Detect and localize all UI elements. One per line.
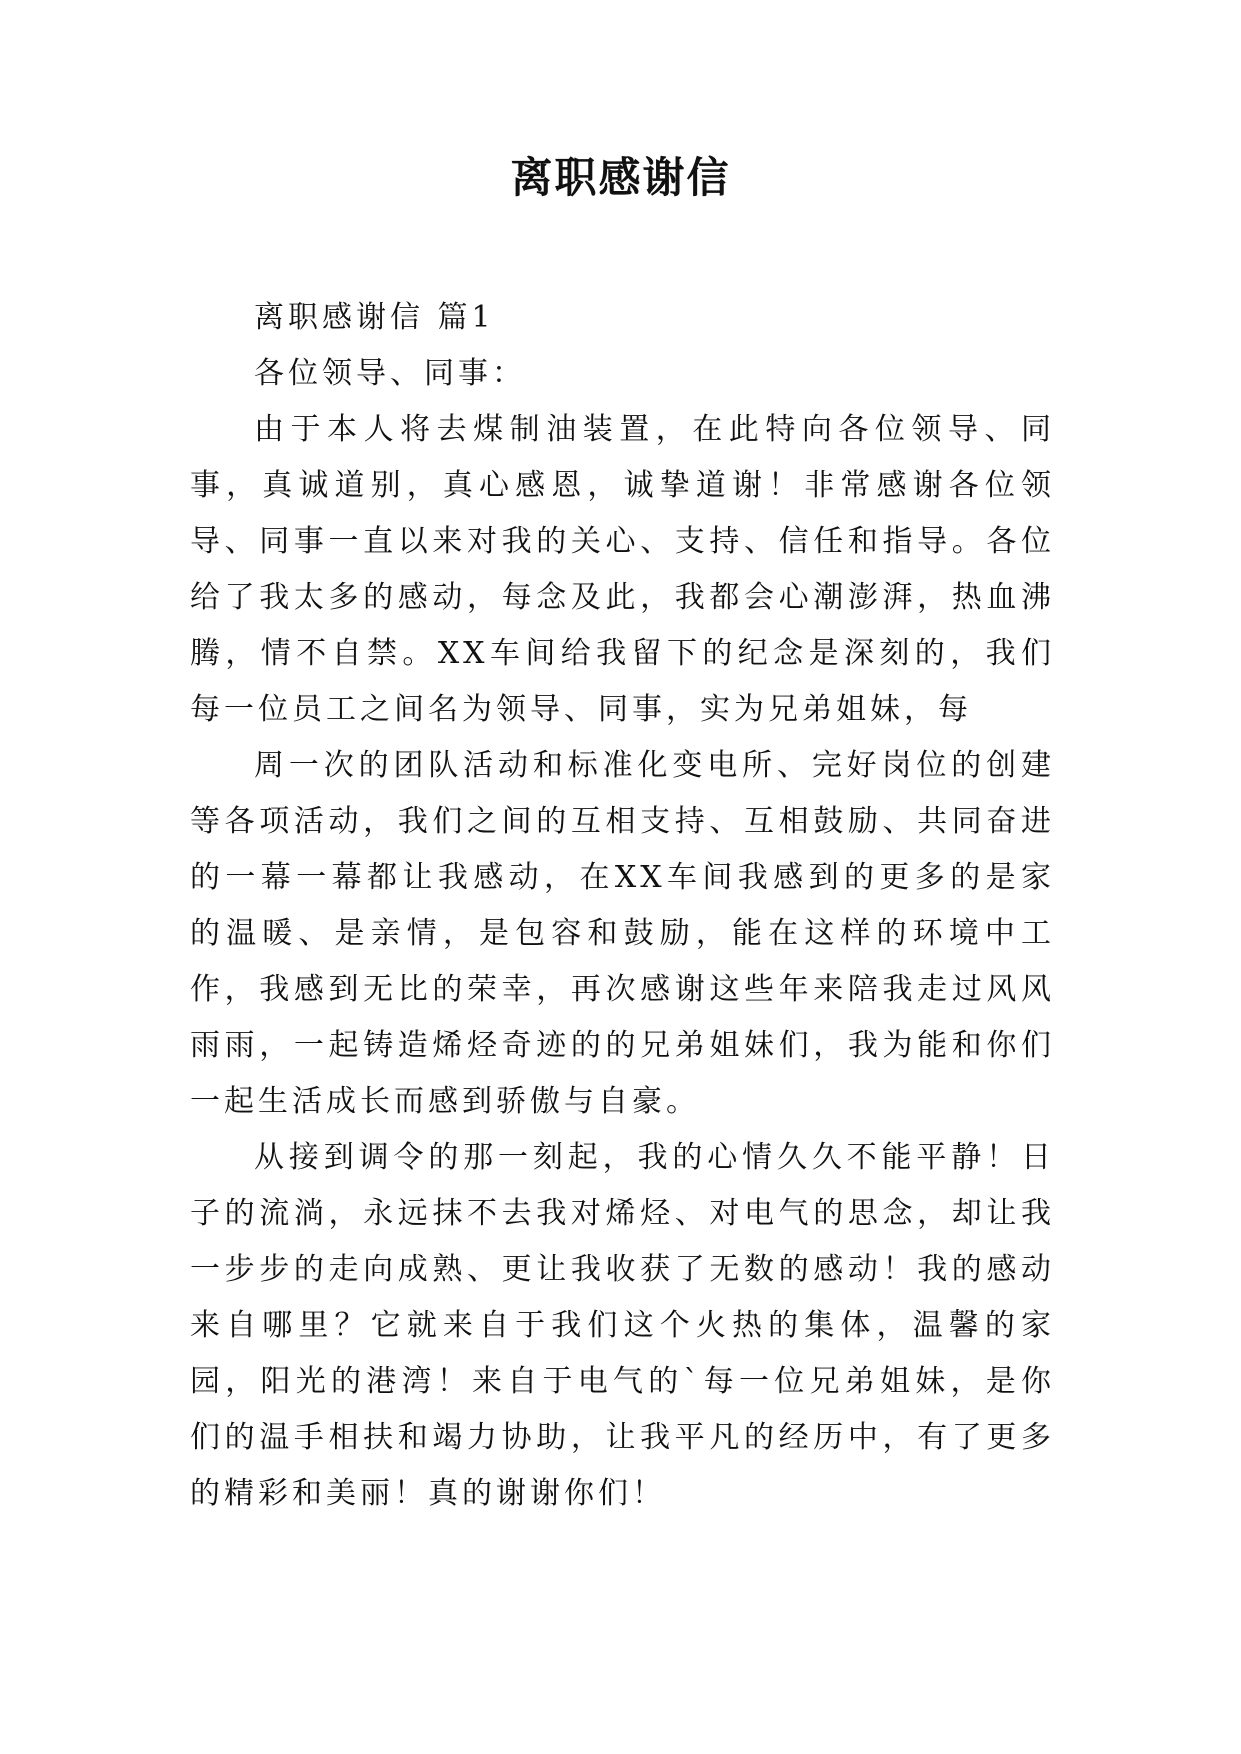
document-body (190, 290, 1055, 1522)
section-heading: 离职感谢信 篇1 (254, 300, 495, 335)
body-paragraph: 由于本人将去煤制油装置，在此特向各位领导、同事，真诚道别，真心感恩，诚挚道谢！非常感谢各位领导、同事一直以来对我的关心、支持、信任和指导。各位给了我太多的感动，每念及此，我都会心潮澎湃，热血沸腾，情不自禁。XX车间给我留下的纪念是深刻的，我们每一位员工之间名为领导、同事，实为兄弟姐妹，每 (190, 412, 1055, 727)
salutation: 各位领导、同事： (254, 356, 526, 391)
body-paragraph: 周一次的团队活动和标准化变电所、完好岗位的创建等各项活动，我们之间的互相支持、互相鼓励、共同奋进的一幕一幕都让我感动，在XX车间我感到的更多的是家的温暖、是亲情，是包容和鼓励，能在这样的环境中工作，我感到无比的荣幸，再次感谢这些年来陪我走过风风雨雨，一起铸造烯烃奇迹的的兄弟姐妹们，我为能和你们一起生活成长而感到骄傲与自豪。 (190, 748, 1055, 1119)
document-title: 离职感谢信 (510, 153, 731, 202)
body-paragraph: 从接到调令的那一刻起，我的心情久久不能平静！日子的流淌，永远抹不去我对烯烃、对电气的思念，却让我一步步的走向成熟、更让我收获了无数的感动！我的感动来自哪里？它就来自于我们这个火热的集体，温馨的家园，阳光的港湾！来自于电气的`每一位兄弟姐妹，是你们的温手相扶和竭力协助，让我平凡的经历中，有了更多的精彩和美丽！真的谢谢你们！ (190, 1140, 1055, 1511)
